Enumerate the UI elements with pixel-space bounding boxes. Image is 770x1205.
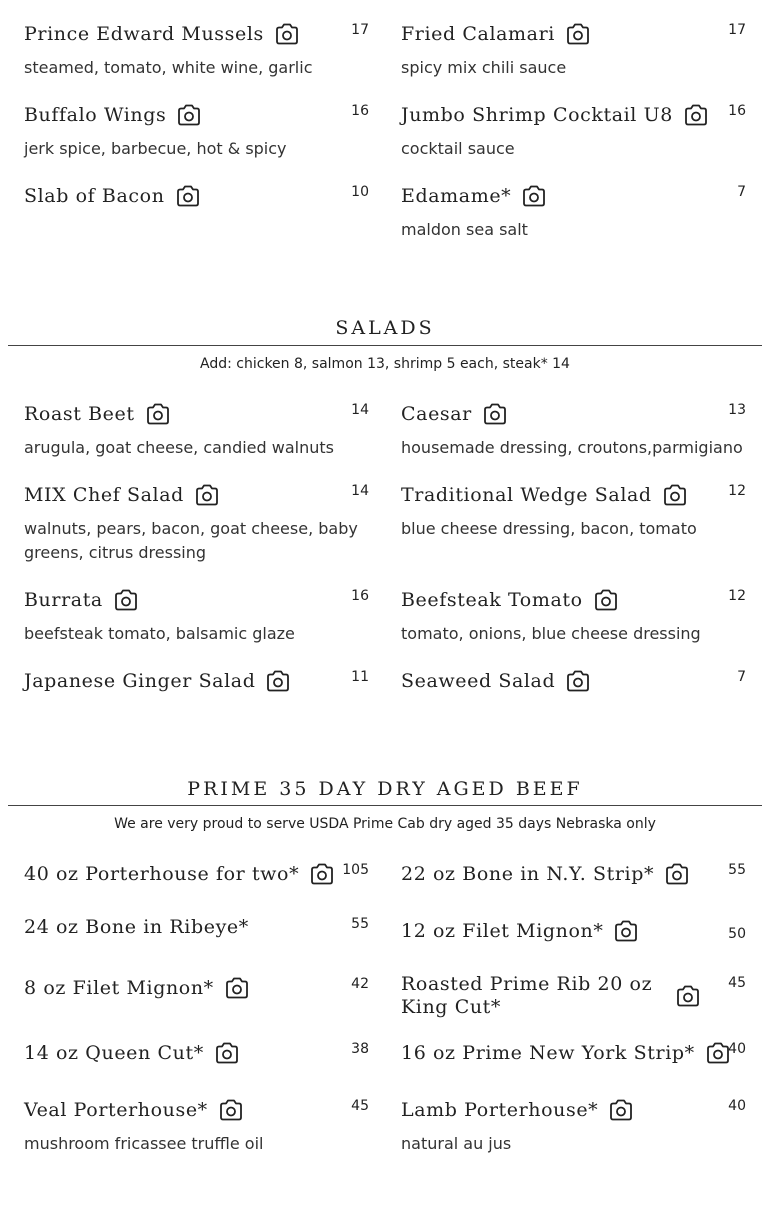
menu-item-description: blue cheese dressing, bacon, tomato <box>401 519 697 538</box>
menu-item-name: Roast Beet <box>24 402 135 425</box>
menu-item[interactable] <box>401 1098 746 1156</box>
menu-item-price: 42 <box>351 976 369 992</box>
menu-item-name: Prince Edward Mussels <box>24 22 264 45</box>
menu-item[interactable] <box>401 669 746 693</box>
menu-item-description: spicy mix chili sauce <box>401 58 567 77</box>
menu-item-description: cocktail sauce <box>401 139 515 158</box>
menu-item-name: 14 oz Queen Cut* <box>24 1041 204 1064</box>
menu-item[interactable] <box>24 402 369 460</box>
menu-item-price: 14 <box>351 402 369 418</box>
menu-item-name: Burrata <box>24 588 103 611</box>
menu-item-price: 40 <box>728 1098 746 1114</box>
menu-item[interactable] <box>24 483 369 565</box>
menu-item-header <box>24 1098 369 1122</box>
menu-item-name: Traditional Wedge Salad <box>401 483 652 506</box>
menu-item-name: 16 oz Prime New York Strip* <box>401 1041 695 1064</box>
camera-icon[interactable] <box>613 919 639 943</box>
menu-item-price: 16 <box>351 103 369 119</box>
section-title-salads: SALADS <box>335 317 435 339</box>
camera-icon[interactable] <box>175 184 201 208</box>
menu-item-price: 12 <box>728 588 746 604</box>
menu-item-name: Beefsteak Tomato <box>401 588 583 611</box>
menu-item-price: 17 <box>728 22 746 38</box>
menu-item-price: 10 <box>351 184 369 200</box>
menu-item-header <box>401 184 746 208</box>
menu-item-description: arugula, goat cheese, candied walnuts <box>24 438 334 457</box>
menu-item-description: mushroom fricassee truffle oil <box>24 1134 264 1153</box>
menu-item-header <box>24 1041 369 1065</box>
menu-item-header <box>24 22 369 46</box>
menu-item[interactable] <box>24 862 369 886</box>
menu-item-name: MIX Chef Salad <box>24 483 184 506</box>
camera-icon[interactable] <box>309 862 335 886</box>
menu-item[interactable] <box>401 22 746 80</box>
menu-item[interactable] <box>24 669 369 693</box>
camera-icon[interactable] <box>565 22 591 46</box>
menu-item-header <box>24 976 369 1000</box>
menu-item-header <box>401 1041 746 1065</box>
menu-item-header <box>24 103 369 127</box>
menu-item-price: 13 <box>728 402 746 418</box>
menu-item-price: 45 <box>351 1098 369 1114</box>
menu-item-price: 12 <box>728 483 746 499</box>
camera-icon[interactable] <box>675 984 701 1008</box>
section-divider <box>8 805 762 806</box>
camera-icon[interactable] <box>214 1041 240 1065</box>
camera-icon[interactable] <box>482 402 508 426</box>
menu-item[interactable] <box>401 973 746 1019</box>
camera-icon[interactable] <box>113 588 139 612</box>
menu-item-price: 55 <box>351 916 369 932</box>
camera-icon[interactable] <box>664 862 690 886</box>
menu-item-name: Fried Calamari <box>401 22 555 45</box>
camera-icon[interactable] <box>662 483 688 507</box>
menu-item[interactable] <box>24 1098 369 1156</box>
menu-item-name: Japanese Ginger Salad <box>24 669 256 692</box>
menu-item[interactable] <box>24 103 369 161</box>
section-divider <box>8 345 762 346</box>
section-note: We are very proud to serve USDA Prime Cab dry aged 35 days Nebraska only <box>114 816 656 832</box>
menu-item-name: Lamb Porterhouse* <box>401 1098 599 1121</box>
menu-item-header <box>401 483 746 507</box>
menu-item[interactable] <box>401 483 746 541</box>
menu-item-description: walnuts, pears, bacon, goat cheese, baby greens, citrus dressing <box>24 519 358 562</box>
menu-item[interactable] <box>401 919 746 943</box>
menu-item[interactable] <box>24 976 369 1000</box>
menu-item-description: jerk spice, barbecue, hot & spicy <box>24 139 287 158</box>
menu-item-description: beefsteak tomato, balsamic glaze <box>24 624 295 643</box>
camera-icon[interactable] <box>565 669 591 693</box>
menu-item[interactable] <box>24 588 369 646</box>
menu-item-price: 11 <box>351 669 369 685</box>
menu-item-price: 7 <box>737 184 746 200</box>
camera-icon[interactable] <box>265 669 291 693</box>
menu-item-name: Buffalo Wings <box>24 103 167 126</box>
camera-icon[interactable] <box>176 103 202 127</box>
menu-item-name: Caesar <box>401 402 472 425</box>
menu-item-price: 105 <box>342 862 369 878</box>
menu-item-header <box>401 973 746 1019</box>
menu-item-name: 22 oz Bone in N.Y. Strip* <box>401 862 655 885</box>
menu-item-description: housemade dressing, croutons,parmigiano <box>401 438 743 457</box>
menu-item-price: 38 <box>351 1041 369 1057</box>
camera-icon[interactable] <box>521 184 547 208</box>
menu-item-header <box>24 669 369 693</box>
menu-item-description: natural au jus <box>401 1134 512 1153</box>
menu-item-header <box>401 588 746 612</box>
section-note: Add: chicken 8, salmon 13, shrimp 5 each, steak* 14 <box>200 356 570 372</box>
camera-icon[interactable] <box>705 1041 731 1065</box>
menu-item-price: 7 <box>737 669 746 685</box>
menu-item-header <box>401 103 746 127</box>
menu-item-name: Seaweed Salad <box>401 669 556 692</box>
menu-item-header <box>24 402 369 426</box>
menu-item-price: 55 <box>728 862 746 878</box>
menu-item-header <box>24 588 369 612</box>
menu-item-header <box>401 402 746 426</box>
menu-item-price: 16 <box>351 588 369 604</box>
menu-item[interactable] <box>401 402 746 460</box>
menu-item-price: 40 <box>728 1041 746 1057</box>
menu-item-name: 40 oz Porterhouse for two* <box>24 862 300 885</box>
camera-icon[interactable] <box>224 976 250 1000</box>
menu-item[interactable] <box>24 916 369 939</box>
menu-item-header <box>24 483 369 507</box>
menu-item-price: 50 <box>728 926 746 942</box>
menu-item-header <box>24 862 369 886</box>
menu-item-name: Jumbo Shrimp Cocktail U8 <box>401 103 673 126</box>
menu-item-price: 14 <box>351 483 369 499</box>
camera-icon[interactable] <box>145 402 171 426</box>
menu-item[interactable] <box>401 588 746 646</box>
menu-item-price: 17 <box>351 22 369 38</box>
menu-item[interactable] <box>24 1041 369 1065</box>
menu-item-header <box>24 916 369 939</box>
menu-item-name: 12 oz Filet Mignon* <box>401 919 604 942</box>
section-title-beef: PRIME 35 DAY DRY AGED BEEF <box>187 778 583 800</box>
camera-icon[interactable] <box>593 588 619 612</box>
menu-item-description: steamed, tomato, white wine, garlic <box>24 58 313 77</box>
menu-item-header <box>401 669 746 693</box>
menu-item-name: Veal Porterhouse* <box>24 1098 208 1121</box>
camera-icon[interactable] <box>274 22 300 46</box>
menu-item-description: tomato, onions, blue cheese dressing <box>401 624 701 643</box>
menu-item[interactable] <box>401 1041 746 1065</box>
camera-icon[interactable] <box>194 483 220 507</box>
menu-item[interactable] <box>401 184 746 242</box>
menu-item-header <box>401 1098 746 1122</box>
menu-item-name: Slab of Bacon <box>24 184 165 207</box>
menu-item-name: Edamame* <box>401 184 512 207</box>
menu-item-name: 24 oz Bone in Ribeye* <box>24 916 249 938</box>
camera-icon[interactable] <box>683 103 709 127</box>
menu-item-header <box>24 184 369 208</box>
menu-item-header <box>401 22 746 46</box>
menu-item-header <box>401 919 746 943</box>
camera-icon[interactable] <box>218 1098 244 1122</box>
menu-item-description: maldon sea salt <box>401 220 528 239</box>
camera-icon[interactable] <box>608 1098 634 1122</box>
menu-item[interactable] <box>24 184 369 208</box>
menu-item-price: 16 <box>728 103 746 119</box>
menu-item[interactable] <box>24 22 369 80</box>
menu-item[interactable] <box>401 862 746 886</box>
menu-item[interactable] <box>401 103 746 161</box>
menu-item-name: Roasted Prime Rib 20 oz King Cut* <box>401 973 653 1018</box>
menu-item-price: 45 <box>728 975 746 991</box>
menu-item-name: 8 oz Filet Mignon* <box>24 976 214 999</box>
menu-item-header <box>401 862 746 886</box>
